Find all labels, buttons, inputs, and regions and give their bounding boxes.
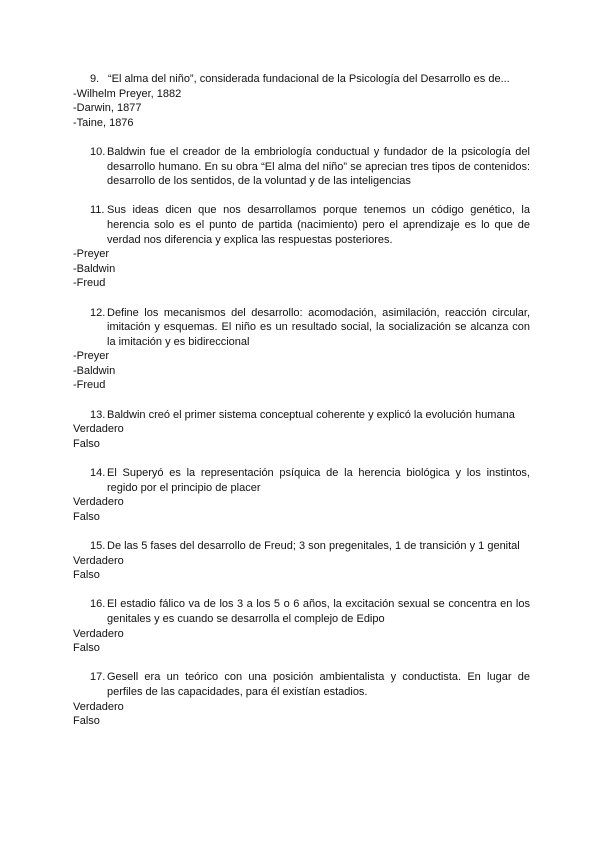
question-text: Baldwin creó el primer sistema conceptual coherente y explicó la evolución humana [107, 408, 515, 421]
question-text: El estadio fálico va de los 3 a los 5 o 6 años, la excitación sexual se concentra en los genitales y es cuando se desarrolla el complejo de Edipo [107, 598, 530, 625]
question-number: 17. [90, 671, 106, 684]
answer-options [73, 422, 530, 451]
question-number: 11. [90, 204, 105, 217]
answer-options [73, 700, 530, 729]
question-number: 15. [90, 540, 106, 552]
answer-option: -Wilhelm Preyer, 1882 [73, 87, 182, 100]
answer-option-false: Falso [73, 569, 100, 582]
question-text: Sus ideas dicen que nos desarrollamos porque tenemos un código genético, la herencia solo es el punto de partida (nacimiento) pero el aprendizaje es lo que de verdad nos diferencia y explica las respuestas posteriores. [107, 204, 530, 246]
question-10 [90, 145, 530, 189]
question-number: 14. [90, 467, 106, 480]
question-number: 10. [90, 145, 106, 158]
answer-option-false: Falso [73, 715, 100, 728]
answer-option-false: Falso [73, 437, 100, 450]
answer-option-true: Verdadero [73, 423, 124, 436]
answer-options [73, 495, 530, 524]
question-13 [90, 408, 530, 423]
question-text: Baldwin fue el creador de la embriología conductual y fundador de la psicología del desarrollo humano. En su obra “El alma del niño” se aprecian tres tipos de contenidos: desarrollo de los sentidos, de la voluntad y de las inteligencias [107, 145, 530, 188]
answer-options [73, 554, 530, 583]
answer-options [73, 627, 530, 656]
question-16 [90, 597, 530, 626]
answer-option-true: Verdadero [73, 554, 124, 567]
question-9 [90, 72, 530, 87]
answer-option-false: Falso [73, 642, 100, 655]
answer-option: -Taine, 1876 [73, 116, 134, 129]
answer-option: -Preyer [73, 350, 110, 363]
question-text: De las 5 fases del desarrollo de Freud; 3 son pregenitales, 1 de transición y 1 genital [107, 540, 520, 552]
question-11 [90, 203, 530, 247]
answer-options [73, 349, 530, 393]
question-text: Gesell era un teórico con una posición ambientalista y conductista. En lugar de perfiles de las capacidades, para él existían estadios. [107, 671, 530, 698]
answer-option: -Freud [73, 379, 106, 392]
answer-option: -Baldwin [73, 262, 116, 275]
question-14 [90, 466, 530, 495]
answer-option-false: Falso [73, 510, 100, 523]
question-number: 12. [90, 306, 106, 319]
question-15 [90, 539, 530, 554]
question-number: 16. [90, 598, 106, 611]
question-number: 13. [90, 408, 106, 421]
answer-options [73, 247, 530, 291]
answer-options [73, 87, 530, 131]
answer-option-true: Verdadero [73, 700, 124, 713]
question-17 [90, 670, 530, 699]
answer-option: -Baldwin [73, 364, 116, 377]
answer-option-true: Verdadero [73, 627, 124, 640]
answer-option: -Freud [73, 277, 106, 290]
answer-option: -Preyer [73, 248, 110, 261]
answer-option: -Darwin, 1877 [73, 102, 142, 115]
question-text: “El alma del niño”, considerada fundacional de la Psicología del Desarrollo es de... [108, 73, 510, 85]
question-12 [90, 306, 530, 350]
question-text: El Superyó es la representación psíquica de la herencia biológica y los instintos, regido por el principio de placer [107, 467, 530, 494]
question-number: 9. [90, 73, 100, 85]
question-text: Define los mecanismos del desarrollo: acomodación, asimilación, reacción circular, imitación y esquemas. El niño es un resultado social, la socialización se alcanza con la imitación y es bidireccional [107, 306, 530, 348]
answer-option-true: Verdadero [73, 496, 124, 509]
